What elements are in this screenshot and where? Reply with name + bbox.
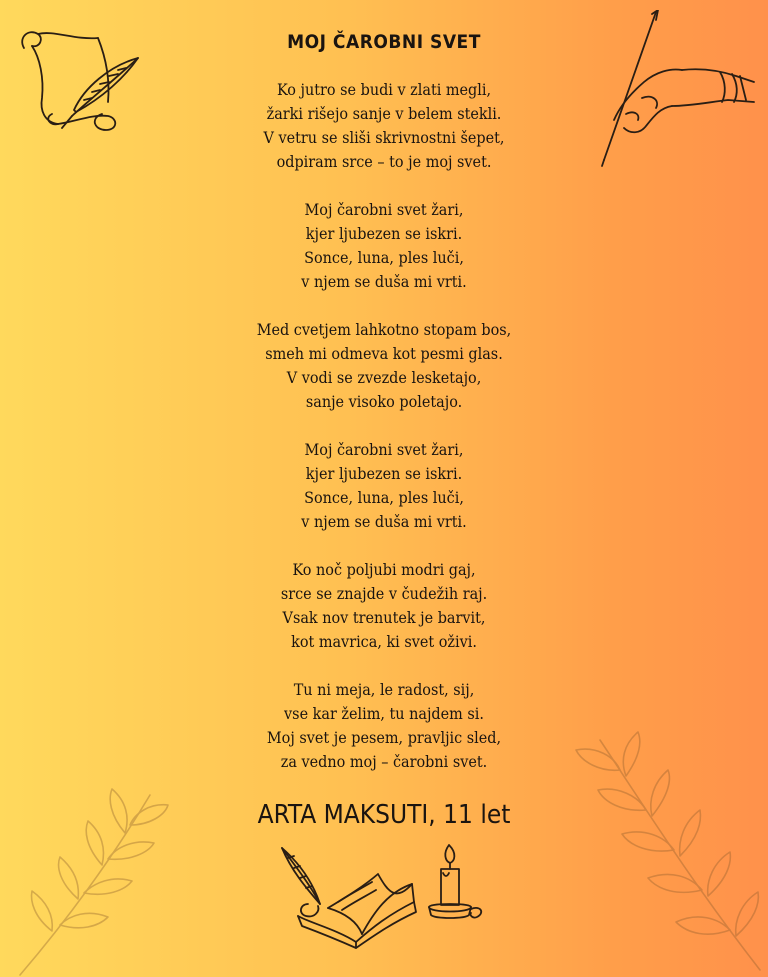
- poem-line: smeh mi odmeva kot pesmi glas.: [265, 344, 503, 363]
- stanza: [0, 558, 768, 654]
- poem-line: Sonce, luna, ples luči,: [304, 488, 464, 507]
- poem-line: v njem se duša mi vrti.: [301, 272, 467, 291]
- stanza: [0, 198, 768, 294]
- poem-line: Moj čarobni svet žari,: [304, 200, 464, 219]
- poem-title: MOJ ČAROBNI SVET: [287, 31, 481, 53]
- poem-line: Med cvetjem lahkotno stopam bos,: [256, 320, 512, 339]
- poem-line: V vodi se zvezde lesketajo,: [286, 368, 482, 387]
- poem-line: srce se znajde v čudežih raj.: [280, 584, 488, 603]
- stanza: [0, 318, 768, 414]
- poem-line: Tu ni meja, le radost, sij,: [293, 680, 475, 699]
- book-quill-icon: [278, 842, 418, 950]
- stanza: [0, 438, 768, 534]
- poem-line: V vetru se sliši skrivnostni šepet,: [263, 128, 505, 147]
- poem-line: kot mavrica, ki svet oživi.: [291, 632, 477, 651]
- poem: [0, 30, 768, 798]
- author-signature: ARTA MAKSUTI, 11 let: [257, 800, 511, 830]
- poem-line: žarki rišejo sanje v belem stekli.: [266, 104, 502, 123]
- poem-line: Vsak nov trenutek je barvit,: [282, 608, 486, 627]
- poem-line: odpiram srce – to je moj svet.: [276, 152, 492, 171]
- poem-line: za vedno moj – čarobni svet.: [280, 752, 488, 771]
- poem-line: Moj čarobni svet žari,: [304, 440, 464, 459]
- candle-icon: [425, 843, 487, 923]
- poem-line: kjer ljubezen se iskri.: [305, 224, 463, 243]
- stanza: [0, 78, 768, 174]
- poem-line: v njem se duša mi vrti.: [301, 512, 467, 531]
- poem-line: Moj svet je pesem, pravljic sled,: [266, 728, 502, 747]
- poem-line: vse kar želim, tu najdem si.: [284, 704, 484, 723]
- stanza: [0, 678, 768, 774]
- poem-line: sanje visoko poletajo.: [305, 392, 463, 411]
- poem-line: kjer ljubezen se iskri.: [305, 464, 463, 483]
- poem-line: Sonce, luna, ples luči,: [304, 248, 464, 267]
- poem-line: Ko jutro se budi v zlati megli,: [276, 80, 492, 99]
- poem-line: Ko noč poljubi modri gaj,: [292, 560, 476, 579]
